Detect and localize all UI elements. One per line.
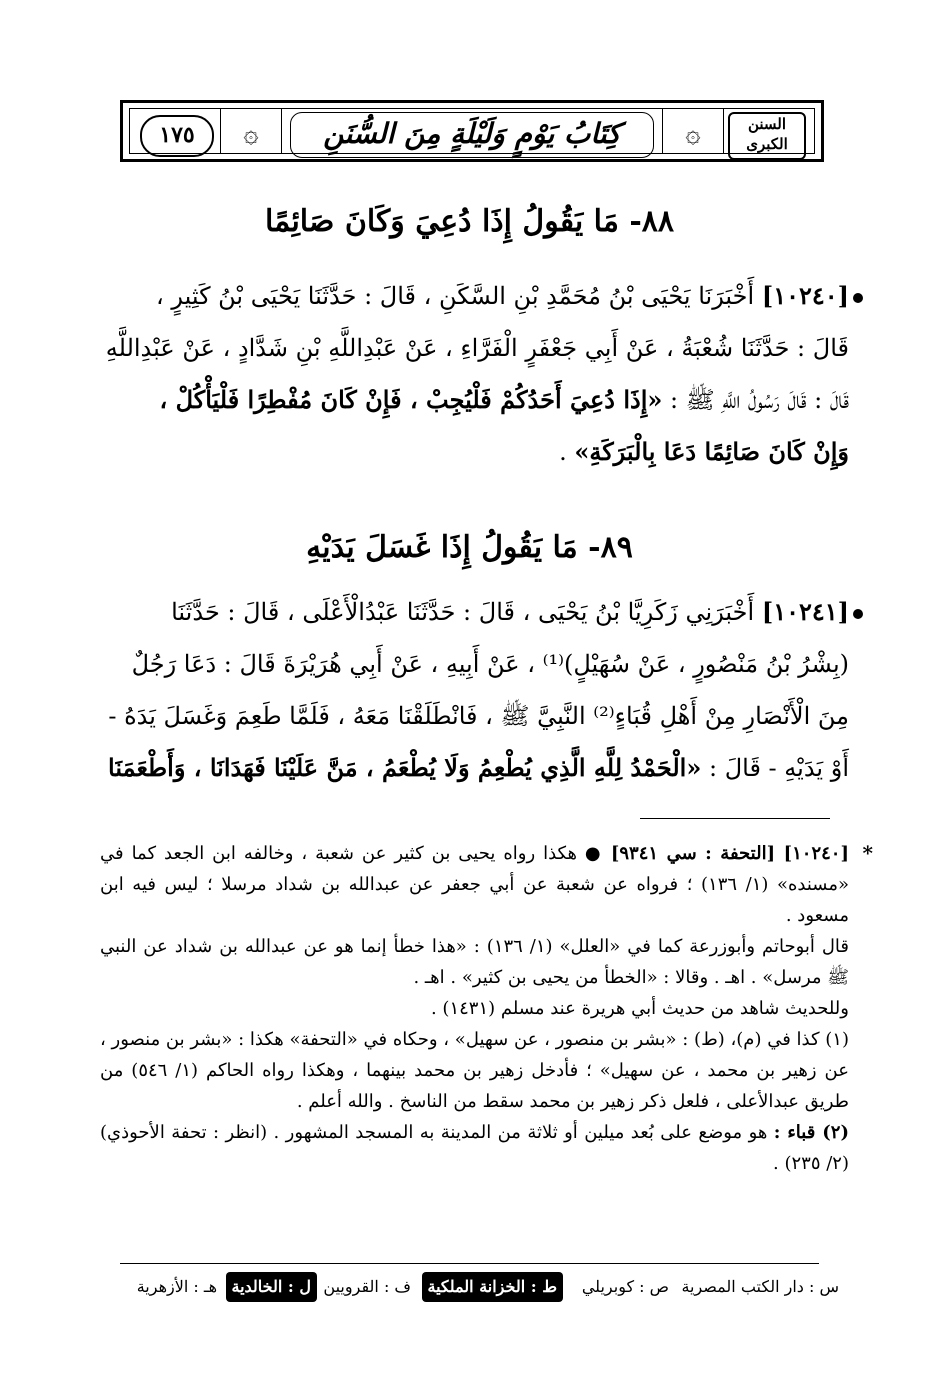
footer-rule: [120, 1263, 819, 1264]
siglum-fa: ف : القرويين: [323, 1277, 411, 1296]
hadith-line: [70, 742, 849, 794]
series-logo: [728, 112, 806, 160]
hadith-bullet: [853, 609, 863, 619]
hadith-line: قَالَ : حَدَّثَنَا شُعْبَةُ ، عَنْ أَبِي جَعْفَرٍ الْفَرَّاءِ ، عَنْ عَبْدِاللَّهِ بْنِ شَدَّادٍ ، عَنْ عَبْدِاللَّهِ: [105, 334, 849, 362]
hadith-number: [١٠٢٤١]: [761, 597, 849, 626]
hadith-line: [70, 270, 849, 322]
chapter-title-88: ٨٨- مَا يَقُولُ إِذَا دُعِيَ وَكَانَ صَائِمًا: [264, 204, 675, 239]
hadith-text: .: [559, 438, 567, 466]
hadith-line: [70, 374, 849, 426]
header-frame: [129, 108, 815, 154]
footnote-2: [100, 1117, 849, 1179]
note-paragraph: وللحديث شاهد من حديث أبي هريرة عند مسلم (١٤٣١) .: [430, 998, 849, 1019]
siglum-s: س : دار الكتب المصرية: [681, 1277, 839, 1296]
footnote-1: (١) كذا في (م)، (ط) : «بشر بن منصور ، عن سهيل» ، وحكاه في «التحفة» هكذا : «بشر بن منصور ، عن زهير بن محمد ، عن سهيل» ؛ فأدخل زهير بن محمد بينهما ، وهكذا رواه الحاكم (١/ ٥٤٦) من طريق عبدالأعلى ، فلعل ذكر زهير بن محمد سقط من الناسخ . والله أعلم .: [100, 1029, 849, 1112]
hadith-bullet: [853, 293, 863, 303]
ornament-left: [220, 109, 282, 153]
footnote-divider: [640, 818, 830, 819]
hadith-text: أَخْبَرَنَا يَحْيَى بْنُ مُحَمَّدِ بْنِ السَّكَنِ ، قَالَ : حَدَّثَنَا يَحْيَى بْنُ كَثِيرٍ ،: [155, 282, 755, 310]
hadith-10241: [70, 586, 849, 794]
logo-text-bottom: الكبرى: [746, 135, 788, 153]
prophetic-saying: «الْحَمْدُ لِلَّهِ الَّذِي يُطْعِمُ وَلَا يُطْعَمُ ، مَنَّ عَلَيْنَا فَهَدَانَا ، وَأَطْعَمَنَا: [108, 753, 702, 782]
manuscript-sigla: [100, 1270, 839, 1306]
hadith-line: [70, 426, 849, 478]
page-header: [120, 100, 824, 162]
ornament-icon: ۞: [243, 119, 259, 149]
siglum-ta: ط : الخزانة الملكية: [422, 1272, 563, 1302]
hadith-10240: [70, 270, 849, 478]
note-star: *: [862, 841, 873, 865]
note-text: ● هكذا رواه يحيى بن كثير عن شعبة ، وخالفه ابن الجعد كما في «مسنده» (١/ ١٣٦) ؛ فرواه عن شعبة عن أبي جعفر عن عبدالله بن شداد مرسلا ؛ ليس فيه ابن مسعود .: [100, 843, 850, 926]
siglum-sad: ص : كوبريلي: [581, 1277, 669, 1296]
hadith-text: أَخْبَرَنِي زَكَرِيَّا بْنُ يَحْيَى ، قَالَ : حَدَّثَنَا عَبْدُالْأَعْلَى ، قَالَ : حَدَّثَنَا: [171, 598, 755, 626]
logo-text-top: السنن: [747, 115, 787, 133]
book-title: كِتَابُ يَوْمٍ وَلَيْلَةٍ مِنَ السُّنَنِ: [290, 112, 654, 158]
hadith-line: (بِشْرُ بْنُ مَنْصُورٍ ، عَنْ سُهَيْلٍ)⁽¹⁾ ، عَنْ أَبِيهِ ، عَنْ أَبِي هُرَيْرَةَ قَالَ : دَعَا رَجُلٌ: [131, 650, 849, 678]
footnote-text: هو موضع على بُعد ميلين أو ثلاثة من المدينة به المسجد المشهور . (انظر : تحفة الأحوذي) (٢/ ٢٣٥) .: [100, 1122, 849, 1174]
footnotes: [100, 838, 873, 1179]
note-10240: [100, 838, 849, 931]
prophetic-saying: وَإِنْ كَانَ صَائِمًا دَعَا بِالْبَرَكَةِ»: [574, 437, 849, 466]
hadith-text: أَوْ يَدَيْهِ - قَالَ :: [708, 754, 849, 782]
note-reference: [١٠٢٤٠] [التحفة : سي ٩٣٤١]: [610, 843, 849, 864]
chapter-title-89: ٨٩- مَا يَقُولُ إِذَا غَسَلَ يَدَيْهِ: [306, 530, 633, 565]
hadith-number: [١٠٢٤٠]: [761, 281, 849, 310]
prophetic-saying: «إِذَا دُعِيَ أَحَدُكُمْ فَلْيُجِبْ ، فَإِنْ كَانَ مُفْطِرًا فَلْيَأْكُلْ ،: [159, 385, 663, 414]
siglum-lam: ل : الخالدية: [226, 1272, 318, 1302]
hadith-line: مِنَ الْأَنْصَارِ مِنْ أَهْلِ قُبَاءٍ⁽²⁾ النَّبِيَّ ﷺ ، فَانْطَلَقْنَا مَعَهُ ، فَلَمَّا طَعِمَ وَغَسَلَ يَدَهُ -: [108, 702, 849, 730]
ornament-right: [662, 109, 724, 153]
hadith-text: قَالَ : قَالَ رَسُولُ اللَّهِ ﷺ :: [670, 386, 849, 414]
page-number: ١٧٥: [140, 115, 214, 157]
siglum-ha: هـ : الأزهرية: [136, 1277, 217, 1296]
footnote-label: (٢) قباء :: [773, 1122, 849, 1143]
note-paragraph: قال أبوحاتم وأبوزرعة كما في «العلل» (١/ ١٣٦) : «هذا خطأ إنما هو عن عبدالله بن شداد عن النبي ﷺ مرسل» . اهـ . وقالا : «الخطأ من يحيى بن كثير» . اهـ .: [100, 936, 850, 988]
ornament-icon: ۞: [685, 119, 701, 149]
hadith-line: [70, 586, 849, 638]
